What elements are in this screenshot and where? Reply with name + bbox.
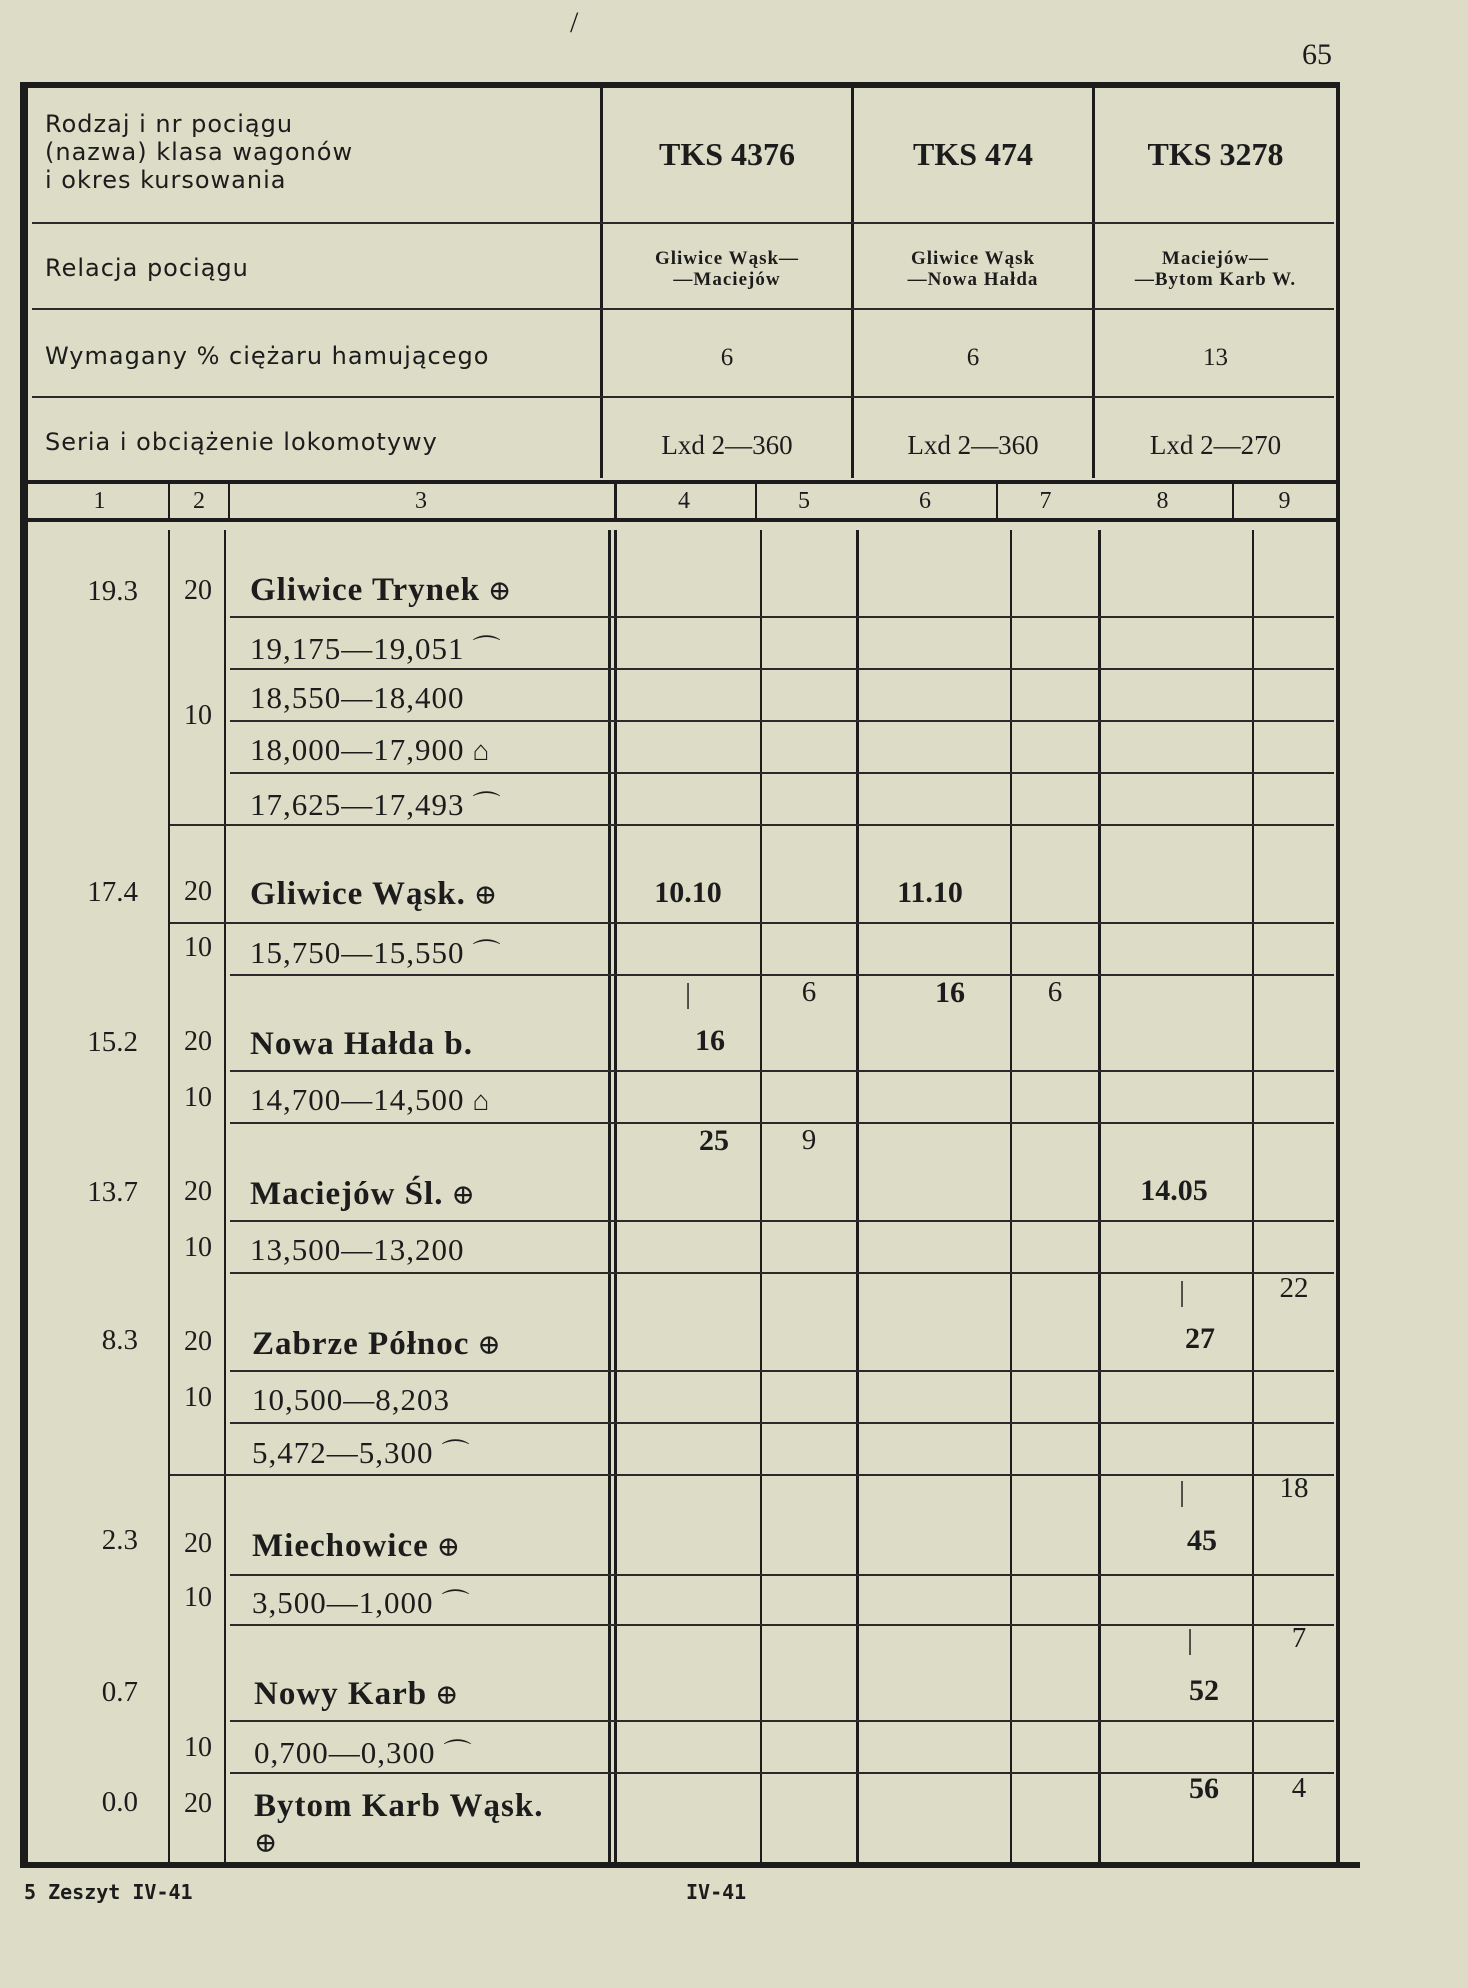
brake-percent-label: Wymagany % ciężaru hamującego — [45, 342, 490, 370]
colnum-4: 4 — [678, 488, 690, 514]
run-mark-3278-c: | — [1187, 1624, 1193, 1656]
run-mark-3278-a: | — [1179, 1276, 1185, 1308]
station-zabrze — [252, 1326, 502, 1363]
header-bottom-rule — [28, 480, 1336, 484]
curve-icon: ⌒ — [443, 1739, 473, 1770]
time-3278-miechowice: 45 — [1187, 1524, 1217, 1557]
station-bytom — [254, 1788, 544, 1862]
time-3278-zabrze: 27 — [1185, 1322, 1215, 1355]
row-rule — [230, 1272, 1334, 1274]
time-474-gliwice-wask: 11.10 — [897, 876, 963, 909]
colnum-divider-6 — [996, 484, 998, 518]
curve-icon: ⌒ — [472, 939, 502, 970]
section-3500-1000-text: 3,500—1,000 — [252, 1585, 434, 1620]
frame-left-border — [20, 82, 28, 1862]
frame-bottom-border — [20, 1862, 1360, 1868]
colnum-divider-8 — [1232, 484, 1234, 518]
train-relation-3 — [1095, 248, 1336, 290]
station-maciejow-name: Maciejów Śl. — [250, 1176, 444, 1212]
row-rule — [170, 824, 1334, 826]
header-rule-2 — [32, 308, 1334, 310]
time-474-nowa-halda: 16 — [935, 976, 965, 1009]
km-gliwice-wask: 17.4 — [87, 876, 138, 908]
station-symbol-icon: ⊕ — [436, 1532, 462, 1563]
stray-pen-mark: / — [570, 6, 579, 39]
section-18000-17900 — [250, 732, 490, 768]
curve-icon: ⌒ — [472, 791, 502, 822]
train-name-3: TKS 3278 — [1147, 136, 1284, 172]
train-type-label-line-2: (nazwa) klasa wagonów — [45, 138, 354, 166]
header-rule-1 — [32, 222, 1334, 224]
train-name-2: TKS 474 — [912, 136, 1034, 172]
section-19175-19051 — [250, 628, 502, 668]
speed-section-group: 10 — [184, 700, 212, 731]
locomotive-1: Lxd 2—360 — [661, 430, 793, 460]
train-relation-2-line-2: —Nowa Hałda — [907, 269, 1039, 290]
speed-section-13500: 10 — [184, 1232, 212, 1263]
section-19175-19051-text: 19,175—19,051 — [250, 631, 465, 666]
train-relation-2-line-1: Gliwice Wąsk — [910, 248, 1036, 269]
station-symbol-icon: ⊕ — [451, 1180, 476, 1211]
colnum-9: 9 — [1278, 488, 1291, 514]
section-18550-18400: 18,550—18,400 — [250, 680, 465, 715]
section-17625-17493-text: 17,625—17,493 — [250, 787, 465, 822]
station-miechowice — [252, 1528, 461, 1565]
tunnel-icon: ⌂ — [472, 1086, 491, 1117]
body-divider-col9 — [1252, 530, 1254, 1862]
time-4376-gliwice-wask: 10.10 — [654, 876, 722, 909]
station-nowy-karb — [254, 1676, 460, 1713]
section-15750-15550 — [250, 932, 502, 972]
curve-icon: ⌒ — [441, 1589, 471, 1620]
body-divider-km — [168, 530, 170, 1862]
body-divider-col7 — [1010, 530, 1012, 1862]
colnum-divider-2 — [228, 484, 230, 518]
colnum-divider-3 — [614, 484, 617, 518]
speed-maciejow: 20 — [184, 1176, 212, 1207]
footer-center: IV-41 — [686, 1880, 747, 1904]
speed-miechowice: 20 — [184, 1528, 212, 1559]
run-mark-3278-b: | — [1179, 1476, 1185, 1508]
train-relation-1 — [603, 248, 851, 290]
section-3500-1000 — [252, 1582, 471, 1622]
speed-section-14700: 10 — [184, 1082, 212, 1113]
time-4376-nowa-halda: 16 — [695, 1024, 725, 1057]
section-14700-14500 — [250, 1082, 490, 1118]
speed-nowa-halda: 20 — [184, 1026, 212, 1057]
speed-gliwice-trynek: 20 — [184, 575, 212, 606]
speed-gliwice-wask: 20 — [184, 876, 212, 907]
station-gliwice-trynek-name: Gliwice Trynek — [250, 572, 481, 608]
run-time-3278-a: 22 — [1279, 1272, 1309, 1304]
colnum-bottom-rule — [28, 518, 1336, 522]
run-time-3278-b: 18 — [1279, 1472, 1309, 1504]
station-zabrze-name: Zabrze Północ — [252, 1326, 470, 1362]
speed-section-15750: 10 — [184, 932, 212, 963]
colnum-8: 8 — [1156, 488, 1169, 514]
station-symbol-icon: ⊕ — [488, 576, 513, 607]
row-rule — [230, 772, 1334, 774]
colnum-3: 3 — [415, 488, 427, 514]
section-0700-0300 — [254, 1732, 473, 1772]
row-rule — [230, 720, 1334, 722]
station-nowa-halda: Nowa Hałda b. — [250, 1026, 473, 1062]
train-relation-3-line-1: Maciejów— — [1161, 248, 1270, 269]
row-rule — [230, 1720, 1334, 1722]
brake-percent-1: 6 — [720, 344, 734, 371]
station-gliwice-trynek — [250, 572, 512, 609]
section-17625-17493 — [250, 784, 502, 824]
curve-icon: ⌒ — [441, 1439, 471, 1470]
speed-section-0700: 10 — [184, 1732, 212, 1763]
km-miechowice: 2.3 — [101, 1524, 138, 1556]
row-rule — [230, 668, 1334, 670]
speed-zabrze: 20 — [184, 1326, 212, 1357]
body-divider-speed — [224, 530, 226, 1862]
speed-section-10500: 10 — [184, 1382, 212, 1413]
station-symbol-icon: ⊕ — [254, 1828, 279, 1859]
station-maciejow — [250, 1176, 476, 1213]
station-symbol-icon: ⊕ — [473, 880, 499, 911]
train-name-1: TKS 4376 — [658, 136, 796, 172]
row-rule — [230, 1574, 1334, 1576]
km-maciejow: 13.7 — [87, 1176, 138, 1208]
colnum-divider-4 — [755, 484, 757, 518]
run-time-3278-d: 4 — [1291, 1772, 1307, 1804]
train-relation-1-line-2: —Maciejów — [673, 269, 781, 290]
time-4376-maciejow: 25 — [699, 1124, 729, 1157]
section-5472-5300 — [252, 1432, 471, 1472]
colnum-divider-1 — [168, 484, 170, 518]
train-relation-2 — [854, 248, 1092, 290]
run-time-3278-c: 7 — [1291, 1622, 1307, 1654]
row-rule — [230, 616, 1334, 618]
section-15750-15550-text: 15,750—15,550 — [250, 935, 465, 970]
colnum-2: 2 — [193, 488, 205, 514]
brake-percent-3: 13 — [1203, 344, 1228, 371]
row-rule — [170, 922, 1334, 924]
body-divider-col6 — [856, 530, 859, 1862]
station-gliwice-wask-name: Gliwice Wąsk. — [250, 876, 466, 912]
body-divider-stations — [608, 530, 611, 1862]
relation-label: Relacja pociągu — [45, 254, 249, 282]
frame-right-border — [1336, 82, 1340, 1862]
km-nowa-halda: 15.2 — [87, 1026, 138, 1058]
curve-icon: ⌒ — [472, 635, 502, 666]
speed-bytom: 20 — [184, 1788, 212, 1819]
station-symbol-icon: ⊕ — [477, 1330, 502, 1361]
page-number: 65 — [1302, 38, 1332, 71]
section-18000-17900-text: 18,000—17,900 — [250, 732, 465, 767]
time-3278-maciejow: 14.05 — [1140, 1174, 1208, 1207]
colnum-7: 7 — [1039, 488, 1052, 514]
run-mark-4376: | — [685, 978, 691, 1010]
run-time-4376-b: 9 — [801, 1124, 817, 1156]
locomotive-3: Lxd 2—270 — [1149, 430, 1282, 460]
section-10500-8203: 10,500—8,203 — [252, 1382, 450, 1417]
section-13500-13200: 13,500—13,200 — [250, 1232, 465, 1267]
speed-section-3500: 10 — [184, 1582, 212, 1613]
row-rule — [230, 1422, 1334, 1424]
station-bytom-name: Bytom Karb Wąsk. — [254, 1788, 544, 1824]
km-zabrze: 8.3 — [101, 1324, 138, 1356]
locomotive-2: Lxd 2—360 — [907, 430, 1039, 460]
section-5472-5300-text: 5,472—5,300 — [252, 1435, 434, 1470]
station-gliwice-wask — [250, 876, 498, 913]
brake-percent-2: 6 — [966, 344, 980, 371]
train-relation-1-line-1: Gliwice Wąsk— — [654, 248, 800, 269]
km-bytom: 0.0 — [101, 1786, 138, 1818]
station-miechowice-name: Miechowice — [252, 1528, 429, 1564]
station-nowy-karb-name: Nowy Karb — [254, 1676, 428, 1712]
tunnel-icon: ⌂ — [472, 736, 491, 767]
section-0700-0300-text: 0,700—0,300 — [254, 1735, 436, 1770]
run-time-474: 6 — [1047, 976, 1063, 1008]
km-gliwice-trynek: 19.3 — [87, 575, 138, 607]
row-rule — [230, 1220, 1334, 1222]
train-type-label-line-3: i okres kursowania — [45, 166, 287, 194]
km-nowy-karb: 0.7 — [101, 1676, 138, 1708]
train-type-label-line-1: Rodzaj i nr pociągu — [45, 110, 294, 138]
station-symbol-icon: ⊕ — [435, 1680, 460, 1711]
body-divider-col8 — [1098, 530, 1101, 1862]
row-rule — [230, 1370, 1334, 1372]
colnum-5: 5 — [798, 488, 810, 514]
body-divider-col5 — [760, 530, 762, 1862]
header-rule-3 — [32, 396, 1334, 398]
locomotive-label: Seria i obciążenie lokomotywy — [45, 428, 438, 456]
colnum-6: 6 — [919, 488, 931, 514]
train-type-label — [45, 110, 353, 194]
time-3278-nowy-karb: 52 — [1189, 1674, 1219, 1707]
train-relation-3-line-2: —Bytom Karb W. — [1134, 269, 1297, 290]
run-time-4376-a: 6 — [801, 976, 817, 1008]
footer-left: 5 Zeszyt IV-41 — [24, 1880, 193, 1904]
colnum-1: 1 — [93, 488, 106, 514]
body-divider-stations-double — [614, 530, 617, 1862]
frame-top-border — [20, 82, 1340, 88]
section-14700-14500-text: 14,700—14,500 — [250, 1082, 465, 1117]
row-rule — [230, 1070, 1334, 1072]
time-3278-bytom: 56 — [1189, 1772, 1219, 1805]
